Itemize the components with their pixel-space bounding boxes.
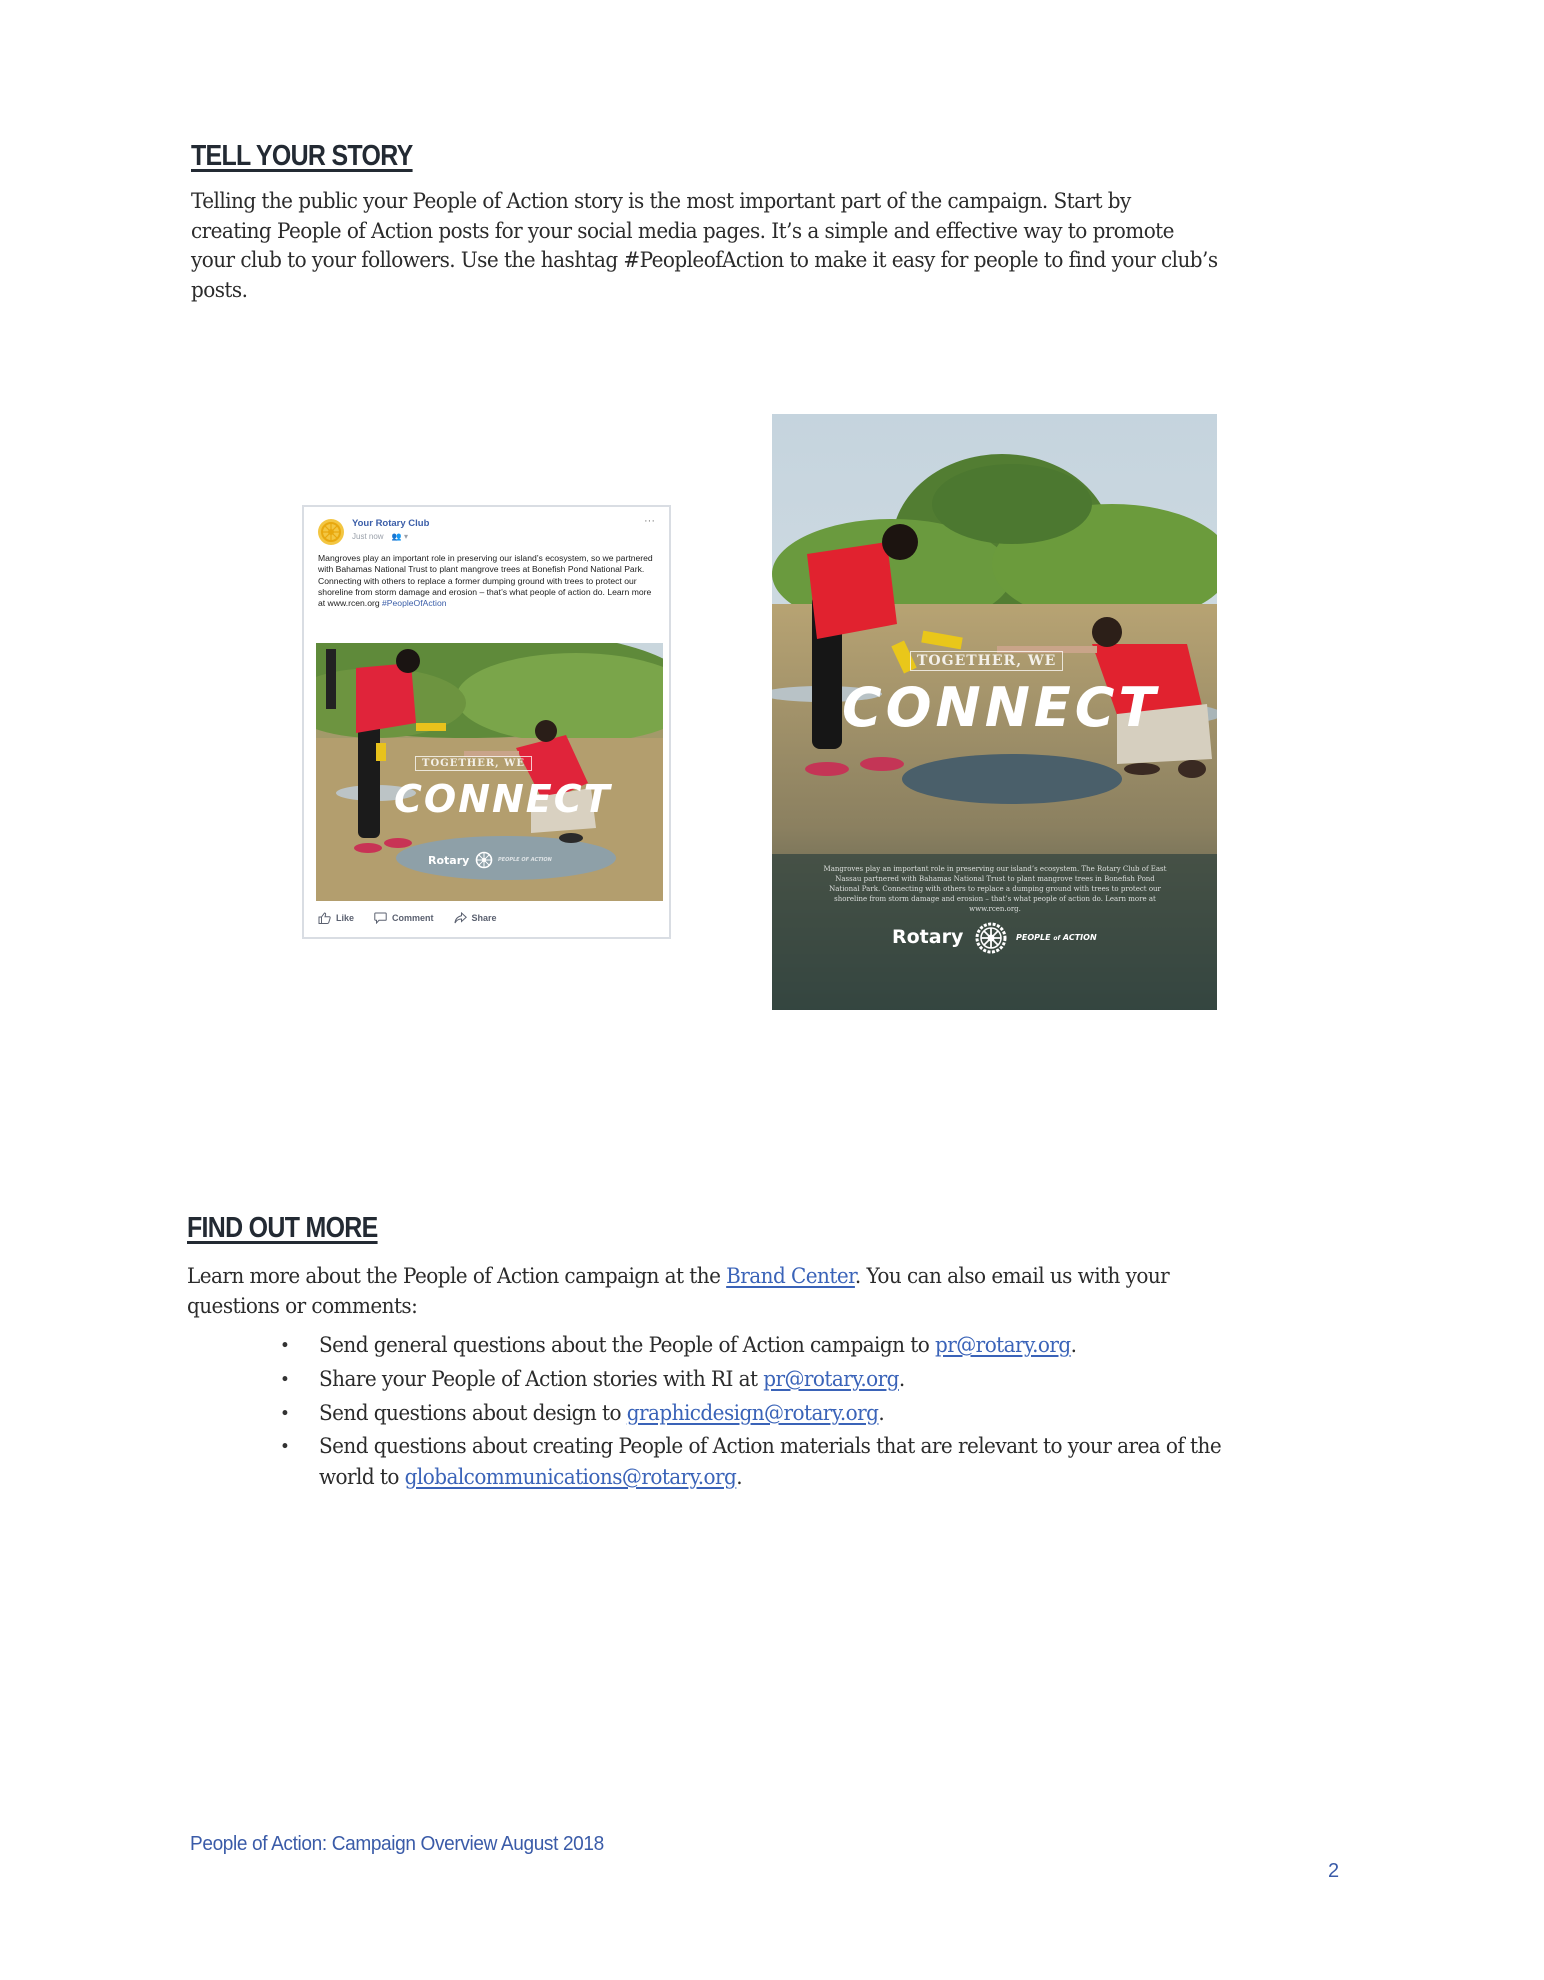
post-time: Just now bbox=[352, 532, 384, 541]
image-headline-large: CONNECT bbox=[394, 777, 612, 821]
item-text-prefix: world to bbox=[319, 1465, 405, 1490]
rotary-wheel-icon bbox=[474, 850, 494, 875]
item-text: Share your People of Action stories with RI at bbox=[319, 1367, 764, 1392]
paragraph-line: creating People of Action posts for your social media pages. It’s a simple and effective way to promote bbox=[191, 218, 1174, 244]
facebook-post-mockup bbox=[302, 505, 671, 939]
bullet-icon: • bbox=[279, 1403, 290, 1424]
paragraph-line: posts. bbox=[191, 277, 248, 303]
share-label: Share bbox=[471, 913, 497, 923]
paragraph-line: your club to your followers. Use the hashtag #PeopleofAction to make it easy for people to find your club’s bbox=[191, 248, 1218, 273]
thumbs-up-icon bbox=[318, 912, 331, 924]
item-text: Send questions about creating People of Action materials that are relevant to your area of the bbox=[319, 1434, 1222, 1459]
image-brand: Rotary bbox=[428, 854, 470, 867]
post-text bbox=[318, 553, 660, 609]
post-body: Mangroves play an important role in preserving our island’s ecosystem, so we partnered with Bahamas National Trust to plant mangrove trees at Bonefish Pond National Park. Connecting with others to replace a former dumping ground with trees to protect our shoreline from storm damage and erosion – that’s what people of action do. Learn more at www.rcen.org bbox=[318, 553, 653, 609]
item-punct: . bbox=[898, 1367, 905, 1392]
more-options-icon[interactable]: ··· bbox=[644, 515, 655, 527]
bullet-icon: • bbox=[279, 1436, 290, 1457]
list-item bbox=[279, 1431, 1296, 1493]
bullet-icon: • bbox=[279, 1369, 290, 1390]
list-item bbox=[279, 1363, 1296, 1397]
like-button[interactable] bbox=[318, 912, 354, 924]
post-action-bar bbox=[318, 912, 497, 924]
list-item bbox=[279, 1329, 1296, 1363]
tagline-people: PEOPLE bbox=[1016, 933, 1051, 942]
page-number: 2 bbox=[1328, 1860, 1340, 1882]
section-heading-tell-your-story: TELL YOUR STORY bbox=[191, 140, 413, 172]
share-arrow-icon bbox=[454, 912, 467, 924]
contact-bullets bbox=[279, 1329, 1296, 1493]
poster-caption: Mangroves play an important role in preserving our island’s ecosystem. The Rotary Club of East Nassau partnered with Bahamas National Trust to plant mangrove trees in Bonefish Pond National Park. Connecting with others to replace a dumping ground with trees to protect our shoreline from storm damage and erosion – that’s what people of action do. Learn more at www.rcen.org. bbox=[823, 865, 1167, 913]
comment-label: Comment bbox=[392, 913, 434, 923]
intro-line-1 bbox=[187, 1262, 1350, 1292]
item-text: Send general questions about the People of Action campaign to bbox=[319, 1333, 936, 1358]
intro-text: Learn more about the People of Action campaign at the bbox=[187, 1264, 727, 1289]
email-link-pr-stories[interactable]: pr@rotary.org bbox=[763, 1367, 899, 1392]
item-text-line-2 bbox=[319, 1462, 1296, 1493]
rotary-wheel-avatar-icon bbox=[318, 519, 344, 545]
audience-icon: 👥 ▾ bbox=[391, 532, 409, 541]
image-headline-small: TOGETHER, WE bbox=[415, 756, 532, 771]
list-item bbox=[279, 1397, 1296, 1431]
tagline-action: ACTION bbox=[1062, 933, 1097, 942]
tell-your-story-paragraph bbox=[191, 187, 1344, 305]
item-text: Send questions about design to bbox=[319, 1401, 627, 1426]
like-label: Like bbox=[336, 913, 355, 923]
find-out-more-intro bbox=[187, 1262, 1350, 1321]
tagline-of: of bbox=[1053, 935, 1061, 942]
item-punct: . bbox=[736, 1465, 743, 1490]
paragraph-line: Telling the public your People of Action story is the most important part of the campaign. Start by bbox=[191, 189, 1131, 214]
poster-tagline bbox=[1016, 933, 1097, 942]
item-punct: . bbox=[878, 1401, 885, 1426]
post-author-name[interactable]: Your Rotary Club bbox=[352, 518, 430, 529]
post-hashtag[interactable]: #PeopleOfAction bbox=[382, 598, 447, 609]
image-tagline: PEOPLE OF ACTION bbox=[498, 857, 552, 863]
email-link-pr[interactable]: pr@rotary.org bbox=[935, 1333, 1071, 1358]
people-of-action-poster bbox=[772, 414, 1217, 1010]
post-timestamp bbox=[352, 532, 408, 541]
share-button[interactable] bbox=[454, 912, 497, 924]
comment-button[interactable] bbox=[374, 912, 434, 924]
email-link-graphicdesign[interactable]: graphicdesign@rotary.org bbox=[626, 1401, 879, 1426]
email-link-globalcommunications[interactable]: globalcommunications@rotary.org bbox=[404, 1465, 737, 1490]
rotary-wheel-icon bbox=[972, 919, 1010, 962]
poster-headline-small: TOGETHER, WE bbox=[910, 651, 1063, 671]
post-image bbox=[316, 643, 663, 901]
contact-list bbox=[279, 1329, 1296, 1493]
bullet-icon: • bbox=[279, 1335, 290, 1356]
intro-text-after: . You can also email us with your bbox=[854, 1264, 1170, 1289]
comment-bubble-icon bbox=[374, 912, 387, 924]
poster-headline-large: CONNECT bbox=[842, 676, 1160, 739]
brand-center-link[interactable]: Brand Center bbox=[726, 1264, 855, 1289]
section-heading-find-out-more: FIND OUT MORE bbox=[187, 1212, 378, 1244]
item-punct: . bbox=[1070, 1333, 1077, 1358]
intro-line-2: questions or comments: bbox=[187, 1293, 418, 1319]
poster-brand: Rotary bbox=[892, 926, 964, 948]
footer-document-title: People of Action: Campaign Overview August 2018 bbox=[190, 1832, 604, 1855]
